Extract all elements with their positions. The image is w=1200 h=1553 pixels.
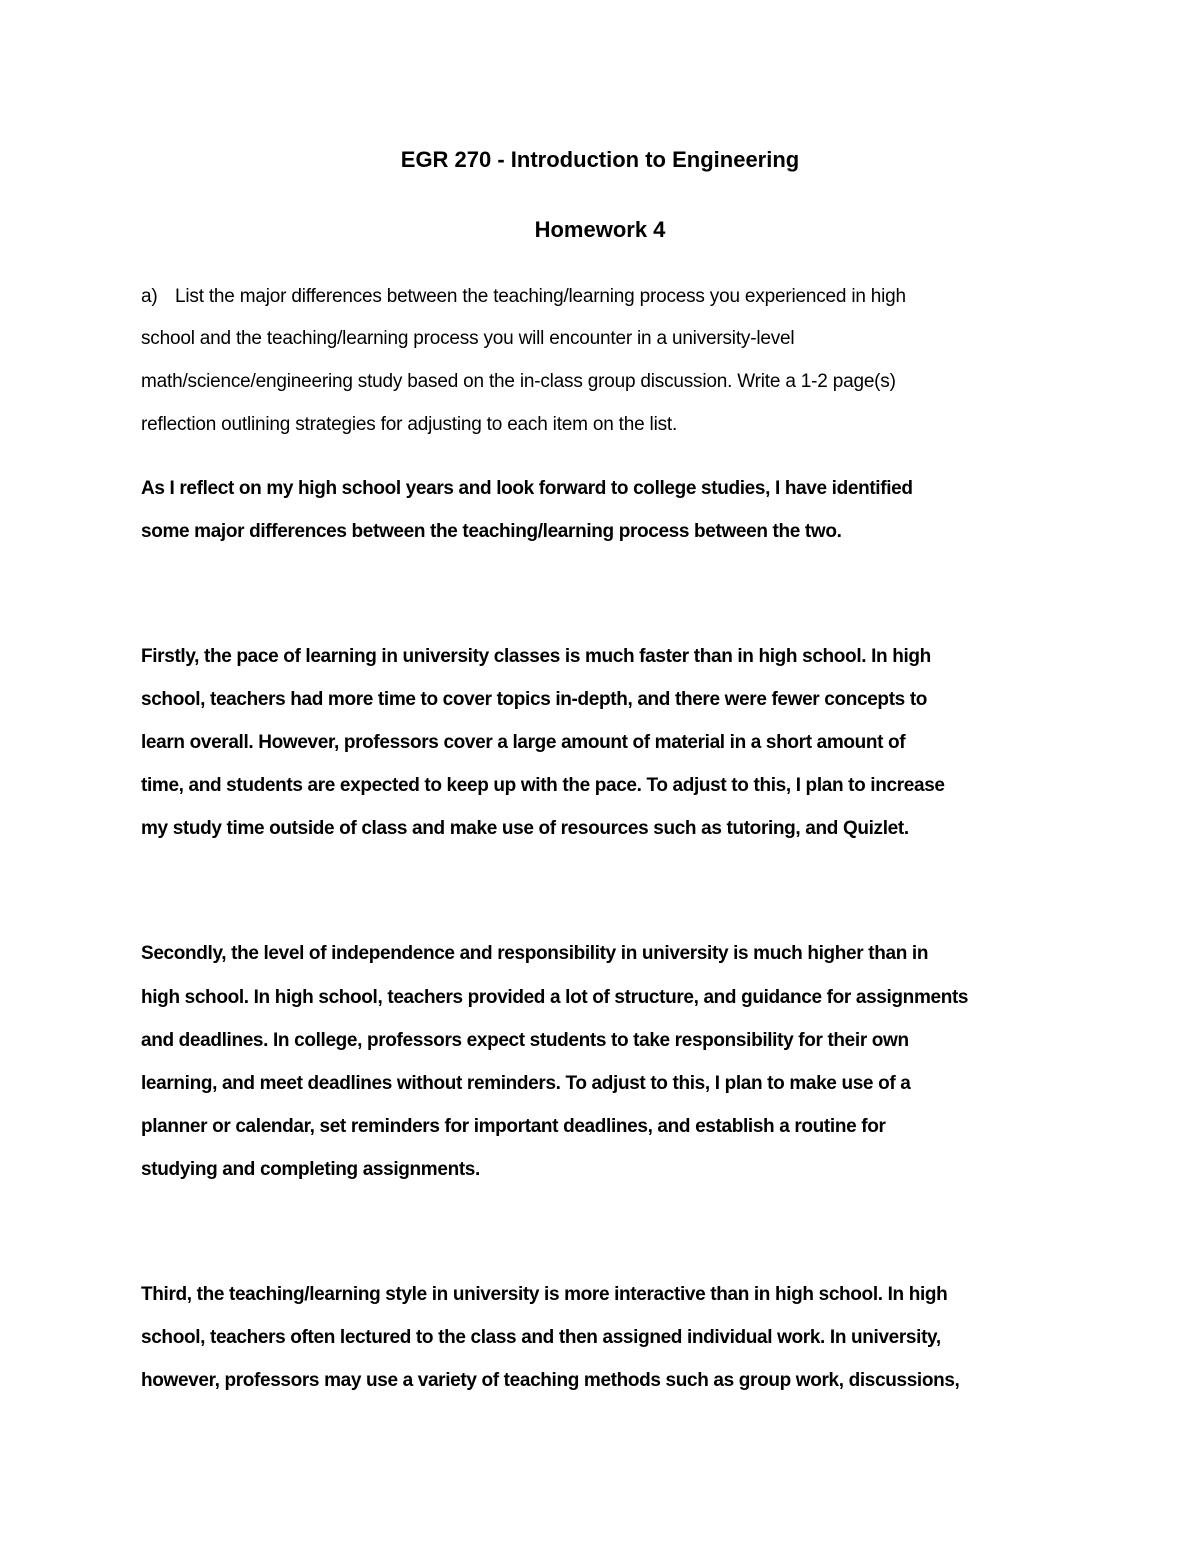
paragraph-line: studying and completing assignments. (141, 1159, 480, 1180)
paragraph-line: Firstly, the pace of learning in university classes is much faster than in high school. In high (141, 646, 931, 667)
paragraph-line: however, professors may use a variety of teaching methods such as group work, discussions, (141, 1370, 960, 1391)
question-line: reflection outlining strategies for adjusting to each item on the list. (141, 414, 678, 435)
course-title: EGR 270 - Introduction to Engineering (400, 147, 800, 172)
question-text: List the major differences between the teaching/learning process you experienced in high (175, 286, 906, 307)
question-line: school and the teaching/learning process you will encounter in a university-level (141, 328, 795, 349)
question-line (141, 284, 1081, 310)
paragraph-line: Secondly, the level of independence and responsibility in university is much higher than in (141, 943, 929, 964)
question-label: a) (141, 286, 158, 307)
paragraph-line: learning, and meet deadlines without reminders. To adjust to this, I plan to make use of a (141, 1073, 911, 1094)
paragraph-line: high school. In high school, teachers provided a lot of structure, and guidance for assignments (141, 987, 969, 1008)
paragraph-line: school, teachers had more time to cover topics in-depth, and there were fewer concepts to (141, 689, 928, 710)
paragraph-line: learn overall. However, professors cover a large amount of material in a short amount of (141, 732, 906, 753)
paragraph-line: As I reflect on my high school years and look forward to college studies, I have identified (141, 478, 913, 499)
paragraph-line: planner or calendar, set reminders for important deadlines, and establish a routine for (141, 1116, 886, 1137)
assignment-title: Homework 4 (534, 217, 666, 242)
paragraph-line: time, and students are expected to keep up with the pace. To adjust to this, I plan to increase (141, 775, 945, 796)
paragraph-line: Third, the teaching/learning style in university is more interactive than in high school. In high (141, 1284, 948, 1305)
paragraph-line: and deadlines. In college, professors expect students to take responsibility for their own (141, 1030, 909, 1051)
paragraph-line: some major differences between the teaching/learning process between the two. (141, 521, 842, 542)
question-line: math/science/engineering study based on the in-class group discussion. Write a 1-2 page(s) (141, 371, 896, 392)
paragraph-line: my study time outside of class and make use of resources such as tutoring, and Quizlet. (141, 818, 909, 839)
paragraph-line: school, teachers often lectured to the class and then assigned individual work. In university, (141, 1327, 941, 1348)
